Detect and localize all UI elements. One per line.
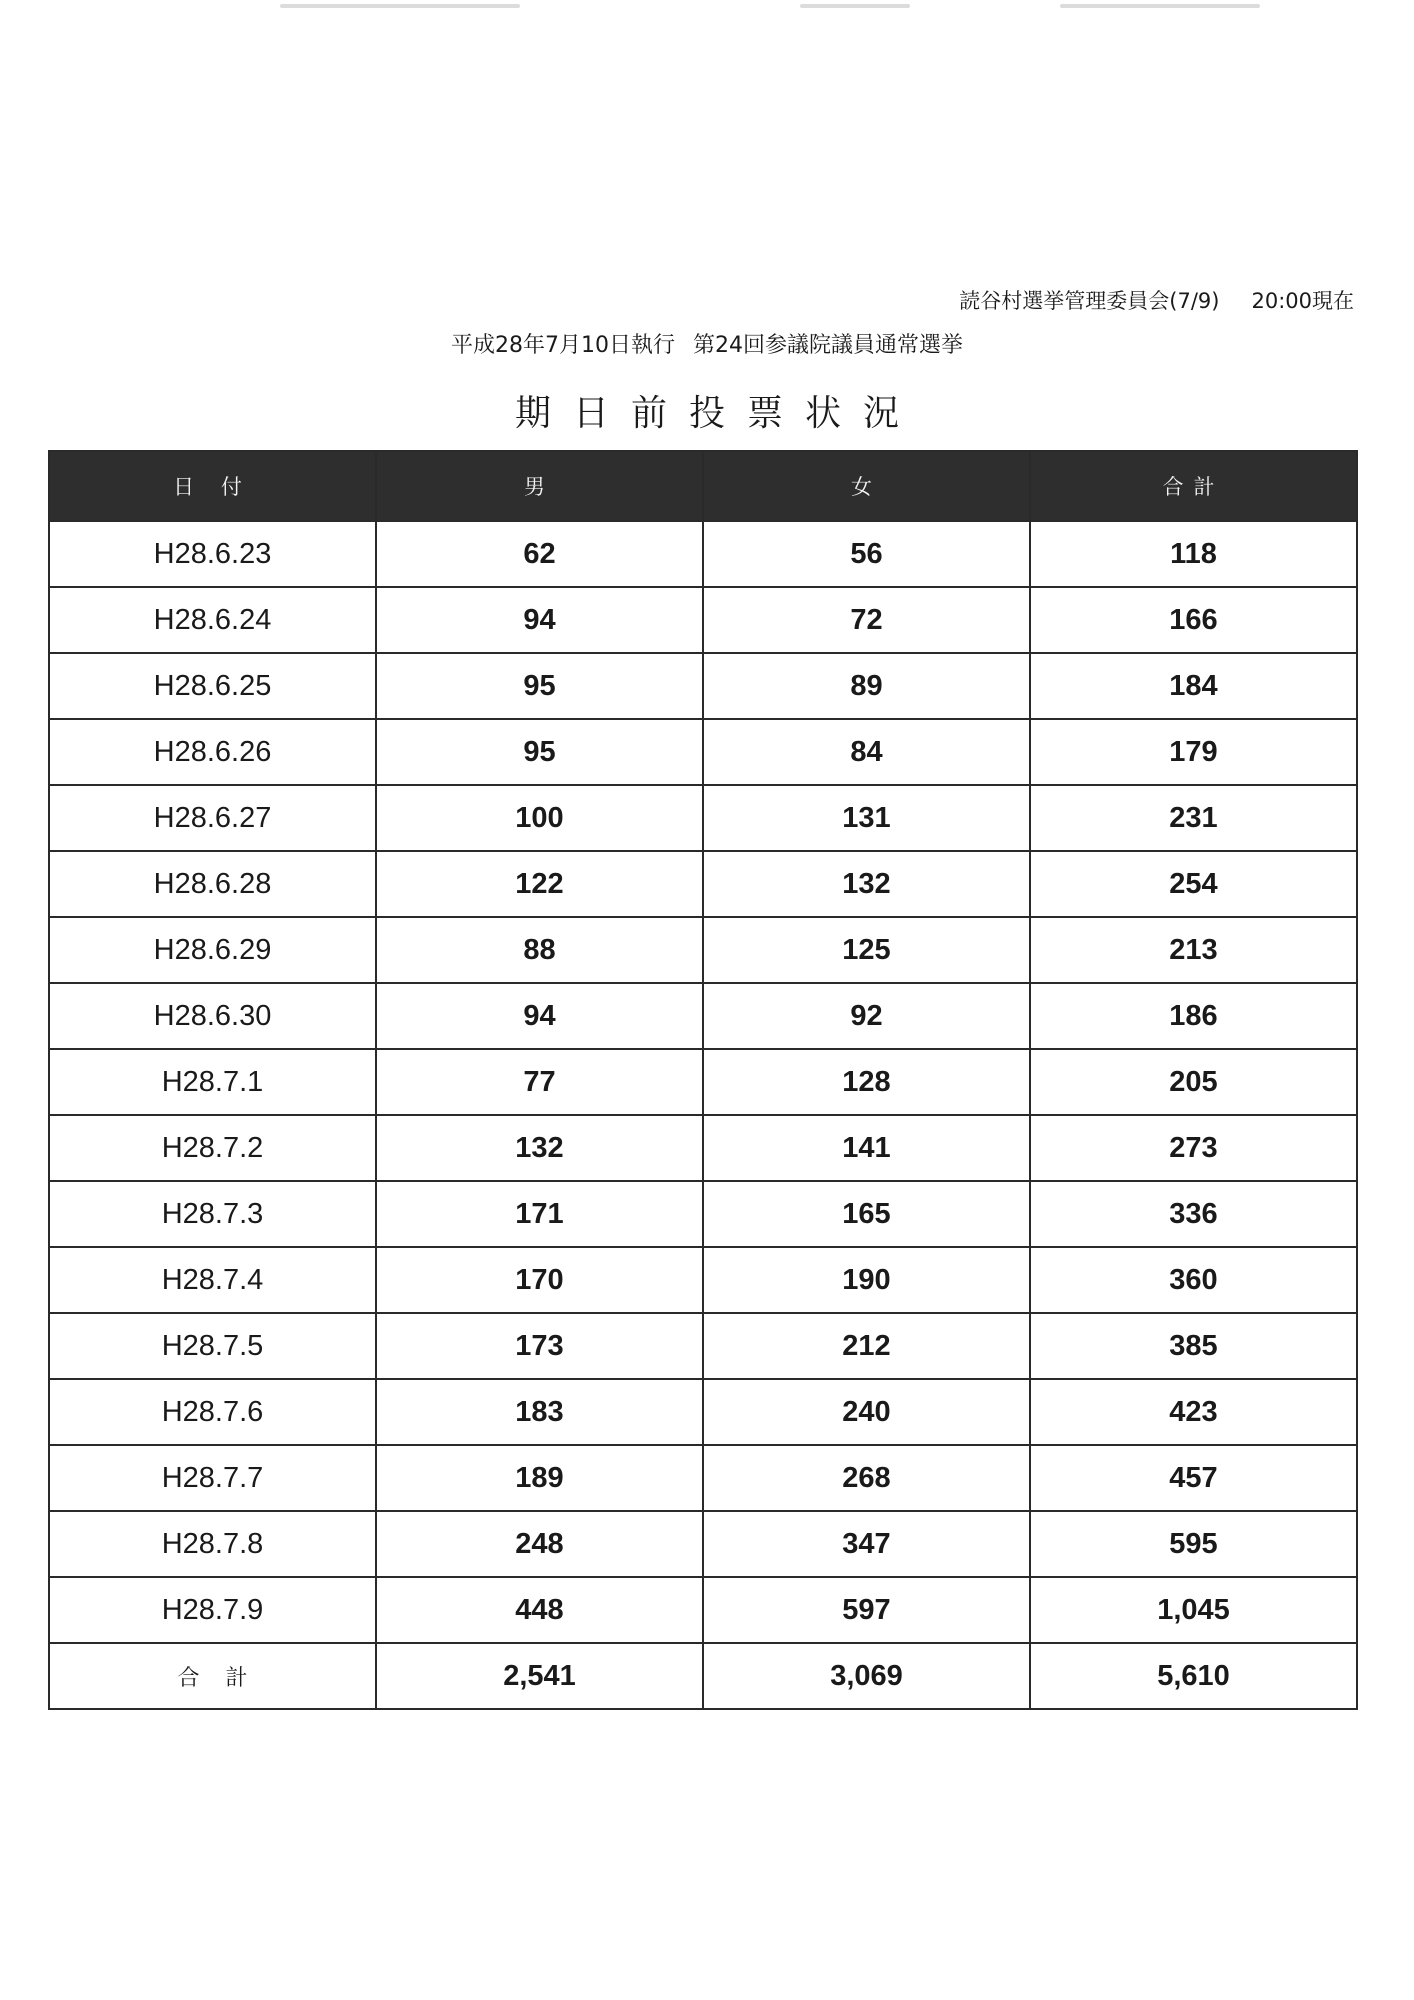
female-count-cell: 72 [703,587,1030,653]
male-count-cell: 62 [376,521,703,587]
total-count-cell: 457 [1030,1445,1357,1511]
male-count-cell: 171 [376,1181,703,1247]
female-count-cell: 84 [703,719,1030,785]
male-count-cell: 94 [376,587,703,653]
column-header-female: 女 [703,451,1030,521]
total-count-cell: 179 [1030,719,1357,785]
date-cell: H28.6.27 [49,785,376,851]
scan-artifact [800,4,910,8]
total-count-cell: 118 [1030,521,1357,587]
table-row [49,983,1357,1049]
male-count-cell: 132 [376,1115,703,1181]
female-count-cell: 240 [703,1379,1030,1445]
male-count-cell: 189 [376,1445,703,1511]
male-count-cell: 100 [376,785,703,851]
table-header-row [49,451,1357,521]
date-cell: H28.6.23 [49,521,376,587]
election-name: 第24回参議院議員通常選挙 [693,333,963,358]
table-row [49,1511,1357,1577]
date-cell: H28.7.4 [49,1247,376,1313]
female-count-cell: 128 [703,1049,1030,1115]
male-count-cell: 173 [376,1313,703,1379]
date-cell: H28.7.6 [49,1379,376,1445]
male-count-cell: 95 [376,719,703,785]
total-count-cell: 184 [1030,653,1357,719]
total-count-cell: 205 [1030,1049,1357,1115]
scan-artifact [280,4,520,8]
total-count-cell: 360 [1030,1247,1357,1313]
execution-date: 平成28年7月10日執行 [451,333,675,358]
total-count-cell: 166 [1030,587,1357,653]
date-cell: H28.7.2 [49,1115,376,1181]
table-row [49,719,1357,785]
female-count-cell: 125 [703,917,1030,983]
table-row [49,1181,1357,1247]
scan-artifact [1060,4,1260,8]
date-cell: H28.6.28 [49,851,376,917]
total-count-cell: 254 [1030,851,1357,917]
election-subtitle [0,328,1414,359]
female-count-cell: 131 [703,785,1030,851]
male-count-cell: 94 [376,983,703,1049]
date-cell: H28.7.9 [49,1577,376,1643]
female-count-cell: 56 [703,521,1030,587]
table-row [49,1445,1357,1511]
table-row [49,1577,1357,1643]
female-count-cell: 132 [703,851,1030,917]
column-header-total: 合計 [1030,451,1357,521]
male-count-cell: 183 [376,1379,703,1445]
table-row [49,785,1357,851]
total-count-cell: 385 [1030,1313,1357,1379]
table-row [49,1049,1357,1115]
table-body [49,521,1357,1643]
total-sum: 5,610 [1030,1643,1357,1709]
table-row [49,851,1357,917]
date-cell: H28.7.8 [49,1511,376,1577]
total-count-cell: 231 [1030,785,1357,851]
table-row [49,917,1357,983]
table-row [49,1247,1357,1313]
female-count-cell: 212 [703,1313,1030,1379]
date-cell: H28.7.3 [49,1181,376,1247]
early-voting-table [48,450,1358,1710]
table-row [49,521,1357,587]
female-count-cell: 165 [703,1181,1030,1247]
male-count-cell: 248 [376,1511,703,1577]
date-cell: H28.7.1 [49,1049,376,1115]
table-row [49,1379,1357,1445]
male-count-cell: 95 [376,653,703,719]
date-cell: H28.7.5 [49,1313,376,1379]
total-row [49,1643,1357,1709]
male-count-cell: 122 [376,851,703,917]
female-count-cell: 190 [703,1247,1030,1313]
total-count-cell: 336 [1030,1181,1357,1247]
total-count-cell: 273 [1030,1115,1357,1181]
column-header-male: 男 [376,451,703,521]
total-count-cell: 213 [1030,917,1357,983]
date-cell: H28.6.26 [49,719,376,785]
date-cell: H28.7.7 [49,1445,376,1511]
date-cell: H28.6.24 [49,587,376,653]
female-count-cell: 92 [703,983,1030,1049]
table-row [49,587,1357,653]
table-row [49,1115,1357,1181]
issuer-name: 読谷村選挙管理委員会(7/9) [959,289,1220,313]
date-cell: H28.6.30 [49,983,376,1049]
total-count-cell: 186 [1030,983,1357,1049]
male-count-cell: 77 [376,1049,703,1115]
female-count-cell: 347 [703,1511,1030,1577]
issuer-header [959,285,1354,315]
total-count-cell: 595 [1030,1511,1357,1577]
as-of-time: 20:00現在 [1251,289,1354,313]
total-label: 合計 [49,1643,376,1709]
female-count-cell: 141 [703,1115,1030,1181]
date-cell: H28.6.25 [49,653,376,719]
female-count-cell: 268 [703,1445,1030,1511]
male-count-cell: 448 [376,1577,703,1643]
total-count-cell: 423 [1030,1379,1357,1445]
date-cell: H28.6.29 [49,917,376,983]
total-male: 2,541 [376,1643,703,1709]
male-count-cell: 88 [376,917,703,983]
table-row [49,653,1357,719]
column-header-date: 日 付 [49,451,376,521]
table-row [49,1313,1357,1379]
total-female: 3,069 [703,1643,1030,1709]
page-title: 期日前投票状況 [514,393,921,434]
female-count-cell: 89 [703,653,1030,719]
total-count-cell: 1,045 [1030,1577,1357,1643]
male-count-cell: 170 [376,1247,703,1313]
female-count-cell: 597 [703,1577,1030,1643]
